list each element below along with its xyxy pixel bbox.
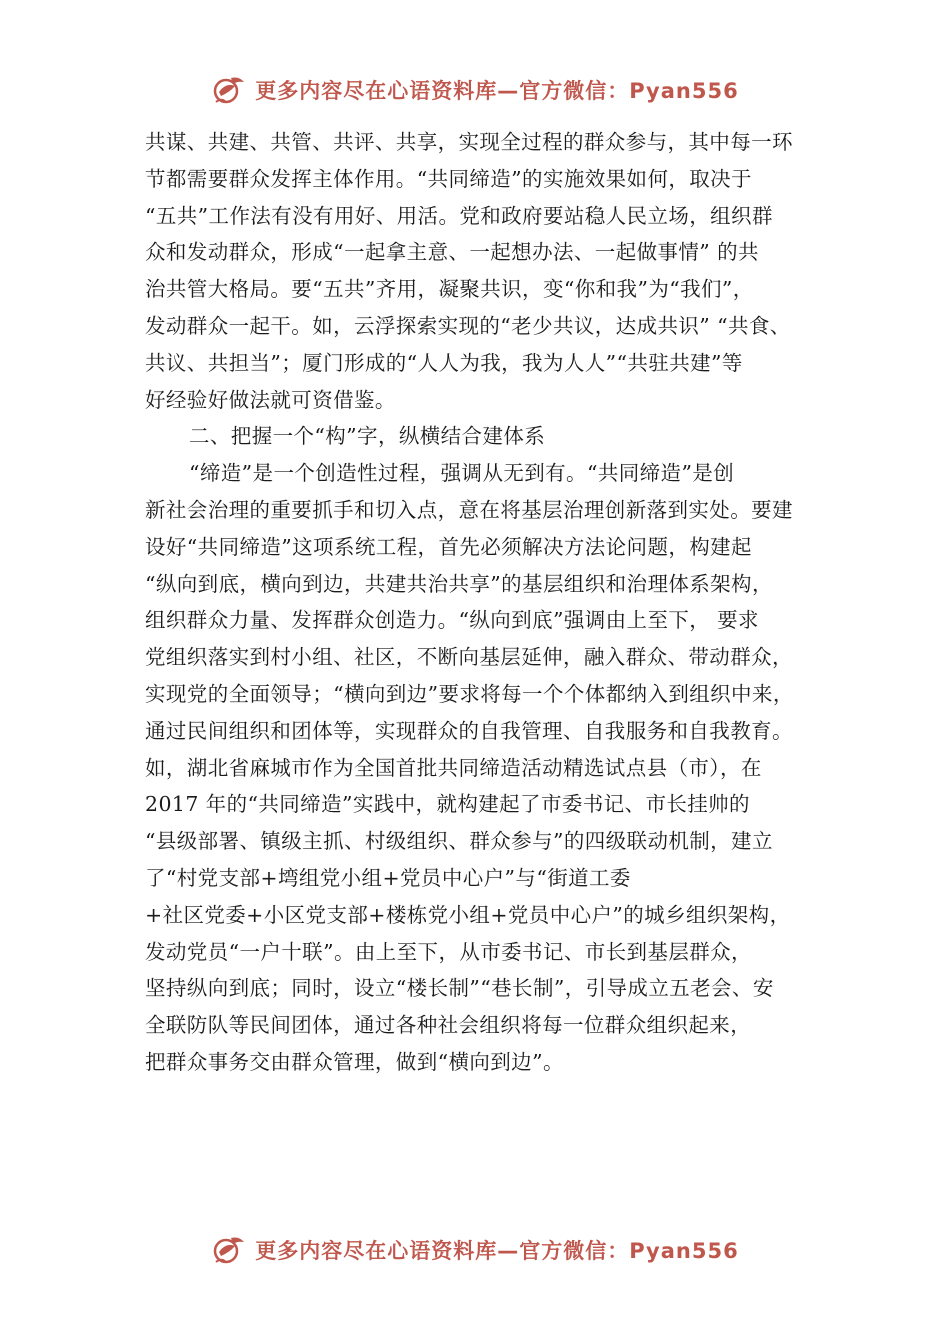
paragraph-line: 节都需要群众发挥主体作用。“共同缔造”的实施效果如何，取决于 bbox=[145, 166, 752, 191]
paragraph-line: 如，湖北省麻城市作为全国首批共同缔造活动精选试点县（市），在 bbox=[145, 755, 762, 780]
paragraph-line: 发动党员“一户十联”。由上至下，从市委书记、市长到基层群众， bbox=[145, 939, 752, 964]
paragraph-line: 新社会治理的重要抓手和切入点，意在将基层治理创新落到实处。要建 bbox=[145, 497, 793, 522]
paragraph-line: “县级部署、镇级主抓、村级组织、群众参与”的四级联动机制，建立 bbox=[145, 829, 773, 854]
paragraph-line: 坚持纵向到底；同时，设立“楼长制”“巷长制”，引导成立五老会、安 bbox=[145, 976, 774, 1001]
paragraph-line: 全联防队等民间团体，通过各种社会组织将每一位群众组织起来， bbox=[145, 1013, 752, 1038]
paragraph-line: 好经验好做法就可资借鉴。 bbox=[145, 387, 396, 412]
paragraph-line: 把群众事务交由群众管理，做到“横向到边”。 bbox=[145, 1049, 564, 1074]
paragraph-line: “缔造”是一个创造性过程，强调从无到有。“共同缔造”是创 bbox=[189, 461, 735, 486]
paragraph-line: “五共”工作法有没有用好、用活。党和政府要站稳人民立场，组织群 bbox=[145, 203, 773, 228]
paragraph-line: 共谋、共建、共管、共评、共享，实现全过程的群众参与，其中每一环 bbox=[145, 130, 793, 154]
paragraph-line: 2017 年的“共同缔造”实践中，就构建起了市委书记、市长挂帅的 bbox=[145, 792, 750, 817]
document-body bbox=[145, 124, 815, 1081]
paragraph-line: 通过民间组织和团体等，实现群众的自我管理、自我服务和自我教育。 bbox=[145, 718, 793, 743]
footer-watermark bbox=[0, 1232, 950, 1268]
watermark-text: 更多内容尽在心语资料库—官方微信：Pyan556 bbox=[255, 1239, 739, 1263]
paragraph-line: +社区党委+小区党支部+楼栋党小组+党员中心户”的城乡组织架构， bbox=[145, 902, 791, 927]
section-heading: 二、把握一个“构”字，纵横结合建体系 bbox=[189, 424, 546, 449]
paragraph-line: 发动群众一起干。如，云浮探索实现的“老少共议，达成共识” “共食、 bbox=[145, 313, 791, 338]
brand-logo-icon bbox=[211, 72, 247, 108]
paragraph-line: 治共管大格局。要“五共”齐用，凝聚共识，变“你和我”为“我们”， bbox=[145, 277, 754, 302]
paragraph-line: 设好“共同缔造”这项系统工程，首先必须解决方法论问题，构建起 bbox=[145, 534, 752, 559]
paragraph-line: 了“村党支部+塆组党小组+党员中心户”与“街道工委 bbox=[145, 865, 631, 890]
header-watermark bbox=[0, 72, 950, 108]
paragraph-line: 党组织落实到村小组、社区，不断向基层延伸，融入群众、带动群众， bbox=[145, 645, 793, 670]
paragraph-line: 众和发动群众，形成“一起拿主意、一起想办法、一起做事情” 的共 bbox=[145, 240, 759, 265]
paragraph-line: 组织群众力量、发挥群众创造力。“纵向到底”强调由上至下， 要求 bbox=[145, 608, 759, 633]
paragraph-line: “纵向到底，横向到边，共建共治共享”的基层组织和治理体系架构， bbox=[145, 571, 773, 596]
brand-logo-icon bbox=[211, 1232, 247, 1268]
paragraph-line: 共议、共担当”；厦门形成的“人人为我，我为人人”“共驻共建”等 bbox=[145, 350, 743, 375]
paragraph-line: 实现党的全面领导；“横向到边”要求将每一个个体都纳入到组织中来， bbox=[145, 681, 794, 706]
watermark-text: 更多内容尽在心语资料库—官方微信：Pyan556 bbox=[255, 79, 739, 103]
